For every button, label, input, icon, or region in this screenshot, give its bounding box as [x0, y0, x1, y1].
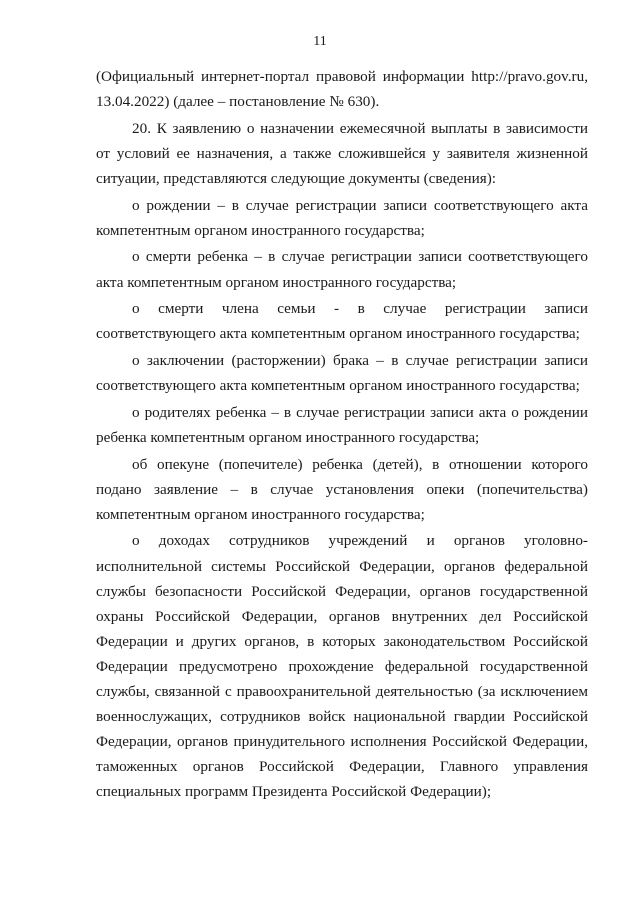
list-item-marriage: о заключении (расторжении) брака – в случае регистрации записи соответствующего акта компетентным органом иностранного государства;	[96, 352, 588, 395]
list-item-parents: о родителях ребенка – в случае регистрации записи акта о рождении ребенка компетентным органом иностранного государства;	[96, 403, 588, 446]
list-item-family-member-death: о смерти члена семьи - в случае регистрации записи соответствующего акта компетентным органом иностранного государства;	[96, 300, 588, 343]
list-item-birth: о рождении – в случае регистрации записи соответствующего акта компетентным органом иностранного государства;	[96, 196, 588, 239]
page-number: 11	[313, 34, 327, 49]
paragraph-source-reference: (Официальный интернет-портал правовой информации http://pravo.gov.ru, 13.04.2022) (далее – постановление № 630).	[96, 68, 588, 111]
document-body	[96, 64, 588, 806]
list-item-child-death: о смерти ребенка – в случае регистрации записи соответствующего акта компетентным органом иностранного государства;	[96, 248, 588, 291]
paragraph-item-20: 20. К заявлению о назначении ежемесячной выплаты в зависимости от условий ее назначения, а также сложившейся у заявителя жизненной ситуации, представляются следующие документы (сведения):	[96, 119, 588, 187]
list-item-income: о доходах сотрудников учреждений и органов уголовно-исполнительной системы Российской Федерации, органов федеральной службы безопасности Российской Федерации, органов государственной охраны Российской Федерации, органов внутренних дел Российской Федерации и других органов, в которых законодательством Российской Федерации предусмотрено прохождение федеральной государственной службы, связанной с правоохранительной деятельностью (за исключением военнослужащих, сотрудников войск национальной гвардии Российской Федерации, органов принудительного исполнения Российской Федерации, таможенных органов Российской Федерации, Главного управления специальных программ Президента Российской Федерации);	[96, 532, 588, 801]
list-item-guardian: об опекуне (попечителе) ребенка (детей), в отношении которого подано заявление – в случае установления опеки (попечительства) компетентным органом иностранного государства;	[96, 455, 588, 523]
